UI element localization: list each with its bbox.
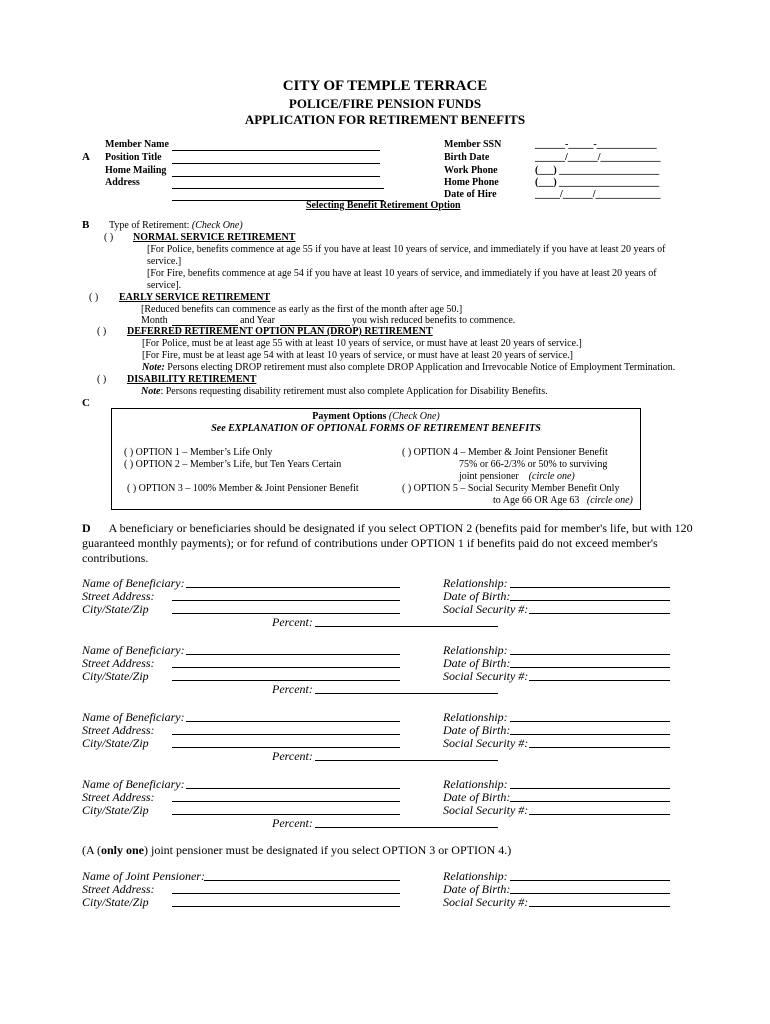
work-phone-label: Work Phone bbox=[444, 165, 498, 176]
early-text: [Reduced benefits can commence as early as the first of the month after age 50.] bbox=[141, 304, 463, 315]
joint-name-field[interactable] bbox=[204, 880, 400, 881]
normal-checkbox[interactable]: ( ) bbox=[104, 232, 114, 243]
early-tail-text: you wish reduced benefits to commence. bbox=[352, 315, 516, 326]
beneficiary-1-name-field[interactable] bbox=[186, 587, 400, 588]
section-b-letter: B bbox=[82, 219, 90, 231]
beneficiary-4-relationship-field[interactable] bbox=[510, 788, 670, 789]
beneficiary-2-ssn-field[interactable] bbox=[529, 680, 670, 681]
beneficiary-4-dob-label: Date of Birth: bbox=[443, 790, 511, 804]
option-2[interactable]: ( ) OPTION 2 – Member’s Life, but Ten Years Certain bbox=[124, 459, 342, 470]
beneficiary-3-relationship-field[interactable] bbox=[510, 721, 670, 722]
option-4[interactable]: ( ) OPTION 4 – Member & Joint Pensioner Benefit bbox=[402, 447, 608, 458]
birth-date-label: Birth Date bbox=[444, 152, 490, 163]
beneficiary-1-street-field[interactable] bbox=[172, 600, 400, 601]
beneficiary-2-dob-label: Date of Birth: bbox=[443, 656, 511, 670]
early-year-label: and Year bbox=[240, 315, 275, 326]
beneficiary-3-dob-field[interactable] bbox=[510, 734, 670, 735]
beneficiary-1-relationship-field[interactable] bbox=[510, 587, 670, 588]
payment-options-title-text: Payment Options bbox=[312, 411, 387, 422]
disability-note bbox=[141, 386, 548, 397]
beneficiary-4-street-label: Street Address: bbox=[82, 790, 155, 804]
date-of-hire-label: Date of Hire bbox=[444, 189, 497, 200]
joint-city-field[interactable] bbox=[172, 906, 400, 907]
disability-note-text: : Persons requesting disability retirement must also complete Application for Disability Benefits. bbox=[160, 386, 548, 397]
beneficiary-1-street-label: Street Address: bbox=[82, 589, 155, 603]
beneficiary-2-relationship-label: Relationship: bbox=[443, 643, 508, 657]
member-ssn-field[interactable]: ______-_____-____________ bbox=[535, 139, 657, 150]
joint-ssn-field[interactable] bbox=[529, 906, 670, 907]
beneficiary-3-street-label: Street Address: bbox=[82, 723, 155, 737]
option-5-ages bbox=[493, 495, 633, 506]
drop-note bbox=[142, 362, 675, 373]
beneficiary-2-city-field[interactable] bbox=[172, 680, 400, 681]
option-4-percentages: 75% or 66-2/3% or 50% to surviving bbox=[459, 459, 608, 470]
beneficiary-1-name-label: Name of Beneficiary: bbox=[82, 576, 185, 590]
beneficiary-2-city-label: City/State/Zip bbox=[82, 669, 149, 683]
payment-options-hint: (Check One) bbox=[388, 411, 440, 422]
section-d-text bbox=[82, 521, 693, 566]
beneficiary-3-ssn-field[interactable] bbox=[529, 747, 670, 748]
home-mailing-field[interactable] bbox=[172, 176, 380, 177]
option-3[interactable]: ( ) OPTION 3 – 100% Member & Joint Pensioner Benefit bbox=[127, 483, 359, 494]
retirement-type-label bbox=[109, 220, 243, 231]
form-subtitle-fund: POLICE/FIRE PENSION FUNDS bbox=[288, 96, 482, 111]
early-retirement-title: EARLY SERVICE RETIREMENT bbox=[119, 292, 271, 303]
form-title: CITY OF TEMPLE TERRACE bbox=[282, 78, 488, 94]
retirement-type-text: Type of Retirement: bbox=[109, 220, 190, 231]
option-5-circle-hint: (circle one) bbox=[586, 495, 633, 506]
joint-dob-label: Date of Birth: bbox=[443, 882, 511, 896]
drop-retirement-title: DEFERRED RETIREMENT OPTION PLAN (DROP) RETIREMENT bbox=[127, 326, 433, 337]
section-d-letter: D bbox=[82, 521, 91, 535]
beneficiary-3-name-field[interactable] bbox=[186, 721, 400, 722]
beneficiary-3-percent-field[interactable] bbox=[315, 760, 498, 761]
early-month-label: Month bbox=[141, 315, 168, 326]
home-mailing-label: Home Mailing bbox=[105, 165, 167, 176]
normal-police-text-1: [For Police, benefits commence at age 55 if you have at least 10 years of service, and immediately if you have at least 20 years of bbox=[147, 244, 666, 255]
retirement-type-hint: (Check One) bbox=[191, 220, 243, 231]
joint-relationship-field[interactable] bbox=[510, 880, 670, 881]
home-phone-field[interactable]: (___) ____________________ bbox=[535, 177, 660, 188]
option-1[interactable]: ( ) OPTION 1 – Member’s Life Only bbox=[124, 447, 273, 458]
normal-police-text-2: service.] bbox=[147, 256, 182, 267]
early-checkbox[interactable]: ( ) bbox=[89, 292, 99, 303]
beneficiary-2-percent-label: Percent: bbox=[272, 682, 313, 696]
payment-options-subtitle: See EXPLANATION OF OPTIONAL FORMS OF RETIREMENT BENEFITS bbox=[211, 423, 541, 434]
address-label: Address bbox=[105, 177, 140, 188]
beneficiary-2-relationship-field[interactable] bbox=[510, 654, 670, 655]
form-subtitle-application: APPLICATION FOR RETIREMENT BENEFITS bbox=[244, 112, 526, 127]
beneficiary-3-city-field[interactable] bbox=[172, 747, 400, 748]
disability-retirement-title: DISABILITY RETIREMENT bbox=[127, 374, 257, 385]
beneficiary-2-name-label: Name of Beneficiary: bbox=[82, 643, 185, 657]
payment-options-title bbox=[111, 411, 641, 422]
joint-dob-field[interactable] bbox=[510, 893, 670, 894]
joint-city-label: City/State/Zip bbox=[82, 895, 149, 909]
position-title-field[interactable] bbox=[172, 163, 380, 164]
joint-intro-a: (A ( bbox=[82, 843, 101, 857]
disability-checkbox[interactable]: ( ) bbox=[97, 374, 107, 385]
normal-retirement-title: NORMAL SERVICE RETIREMENT bbox=[133, 232, 296, 243]
beneficiary-2-name-field[interactable] bbox=[186, 654, 400, 655]
option-4-joint-text: joint pensioner bbox=[459, 471, 519, 482]
home-phone-label: Home Phone bbox=[444, 177, 499, 188]
member-ssn-label: Member SSN bbox=[444, 139, 502, 150]
normal-fire-text-1: [For Fire, benefits commence at age 54 if you have at least 10 years of service, and immediately if you have at least 20 years of bbox=[147, 268, 657, 279]
selecting-option-heading: Selecting Benefit Retirement Option bbox=[306, 200, 461, 211]
beneficiary-3-dob-label: Date of Birth: bbox=[443, 723, 511, 737]
beneficiary-4-city-label: City/State/Zip bbox=[82, 803, 149, 817]
normal-fire-text-2: service]. bbox=[147, 280, 182, 291]
section-c-letter: C bbox=[82, 397, 90, 409]
beneficiary-1-relationship-label: Relationship: bbox=[443, 576, 508, 590]
joint-intro-bold: only one bbox=[101, 843, 145, 857]
beneficiary-3-city-label: City/State/Zip bbox=[82, 736, 149, 750]
beneficiary-3-relationship-label: Relationship: bbox=[443, 710, 508, 724]
option-4-joint-pensioner bbox=[459, 471, 575, 482]
beneficiary-2-dob-field[interactable] bbox=[510, 667, 670, 668]
work-phone-field[interactable]: (___) ____________________ bbox=[535, 165, 660, 176]
section-d-line-1: A beneficiary or beneficiaries should be designated if you select OPTION 2 (benefits paid for member's life, but with 120 bbox=[108, 521, 693, 535]
beneficiary-4-percent-field[interactable] bbox=[315, 827, 498, 828]
beneficiary-1-dob-field[interactable] bbox=[510, 600, 670, 601]
beneficiary-1-city-field[interactable] bbox=[172, 613, 400, 614]
section-d-line-2: guaranteed monthly payments); or for refund of contributions under OPTION 1 if benefits paid do not exceed member's bbox=[82, 536, 658, 550]
date-of-hire-field[interactable]: _____/______/_____________ bbox=[535, 189, 661, 200]
beneficiary-3-ssn-label: Social Security #: bbox=[443, 736, 529, 750]
beneficiary-4-relationship-label: Relationship: bbox=[443, 777, 508, 791]
position-title-label: Position Title bbox=[105, 152, 162, 163]
joint-ssn-label: Social Security #: bbox=[443, 895, 529, 909]
birth-date-field[interactable]: ______/______/____________ bbox=[535, 152, 661, 163]
section-a-letter: A bbox=[82, 151, 90, 163]
joint-name-label: Name of Joint Pensioner: bbox=[82, 869, 205, 883]
beneficiary-4-city-field[interactable] bbox=[172, 814, 400, 815]
drop-checkbox[interactable]: ( ) bbox=[97, 326, 107, 337]
option-4-circle-hint: (circle one) bbox=[528, 471, 575, 482]
beneficiary-1-ssn-field[interactable] bbox=[529, 613, 670, 614]
drop-note-label: Note: bbox=[142, 362, 165, 373]
joint-relationship-label: Relationship: bbox=[443, 869, 508, 883]
beneficiary-1-city-label: City/State/Zip bbox=[82, 602, 149, 616]
beneficiary-3-street-field[interactable] bbox=[172, 734, 400, 735]
beneficiary-4-name-label: Name of Beneficiary: bbox=[82, 777, 185, 791]
beneficiary-3-name-label: Name of Beneficiary: bbox=[82, 710, 185, 724]
joint-street-field[interactable] bbox=[172, 893, 400, 894]
beneficiary-1-percent-label: Percent: bbox=[272, 615, 313, 629]
beneficiary-4-ssn-label: Social Security #: bbox=[443, 803, 529, 817]
beneficiary-2-ssn-label: Social Security #: bbox=[443, 669, 529, 683]
address-field-1[interactable] bbox=[172, 188, 384, 189]
beneficiary-2-street-label: Street Address: bbox=[82, 656, 155, 670]
member-name-label: Member Name bbox=[105, 139, 169, 150]
member-name-field[interactable] bbox=[172, 150, 380, 151]
joint-street-label: Street Address: bbox=[82, 882, 155, 896]
beneficiary-1-percent-field[interactable] bbox=[315, 626, 498, 627]
section-d-line-3: contributions. bbox=[82, 551, 149, 565]
beneficiary-2-percent-field[interactable] bbox=[315, 693, 498, 694]
joint-intro-b: ) joint pensioner must be designated if you select OPTION 3 or OPTION 4.) bbox=[144, 843, 512, 857]
beneficiary-4-ssn-field[interactable] bbox=[529, 814, 670, 815]
drop-police-text: [For Police, must be at least age 55 with at least 10 years of service, or must have at least 20 years of service.] bbox=[142, 338, 582, 349]
beneficiary-4-percent-label: Percent: bbox=[272, 816, 313, 830]
drop-fire-text: [For Fire, must be at least age 54 with at least 10 years of service, or must have at least 20 years of service.] bbox=[142, 350, 573, 361]
beneficiary-1-dob-label: Date of Birth: bbox=[443, 589, 511, 603]
beneficiary-4-street-field[interactable] bbox=[172, 801, 400, 802]
beneficiary-1-ssn-label: Social Security #: bbox=[443, 602, 529, 616]
beneficiary-4-name-field[interactable] bbox=[186, 788, 400, 789]
beneficiary-4-dob-field[interactable] bbox=[510, 801, 670, 802]
beneficiary-3-percent-label: Percent: bbox=[272, 749, 313, 763]
option-5[interactable]: ( ) OPTION 5 – Social Security Member Benefit Only bbox=[402, 483, 620, 494]
beneficiary-2-street-field[interactable] bbox=[172, 667, 400, 668]
joint-pensioner-intro bbox=[82, 843, 511, 858]
drop-note-text: Persons electing DROP retirement must also complete DROP Application and Irrevocable Notice of Employment Termination. bbox=[167, 362, 676, 373]
option-5-ages-text: to Age 66 OR Age 63 bbox=[493, 495, 580, 506]
disability-note-label: Note bbox=[141, 386, 161, 397]
